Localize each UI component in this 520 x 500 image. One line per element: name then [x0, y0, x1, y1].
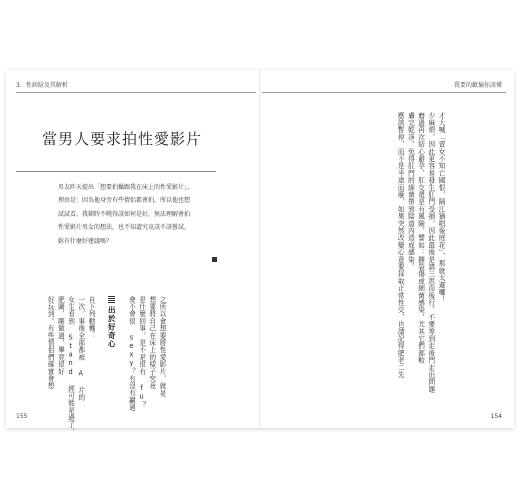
- body-column: 自下列動機：: [87, 296, 96, 340]
- body-column: 女生看到 Stand 經可能是過了，: [66, 296, 75, 436]
- running-header-left: 3．性糾紛及其解析: [16, 82, 68, 89]
- section-marker-icon: [108, 296, 115, 303]
- header-rule-right: [262, 92, 506, 93]
- body-column: 肥圖，剛做過，畢竟很好: [56, 296, 65, 376]
- body-column: 是什麼回事，是不是很有 fu？: [137, 296, 146, 409]
- column-spacer: [116, 296, 126, 396]
- right-body-text: [395, 112, 446, 393]
- body-column: 才大喊「賣女不知亡國恨，隔江猶唱後庭花」，那就太遲囉！: [437, 112, 446, 304]
- title-divider: [16, 171, 216, 172]
- section-heading: [106, 296, 116, 396]
- intro-line: 理由是：因為他身旁有些情侶都會拍，所以他也想: [58, 197, 191, 205]
- intro-end-marker: [212, 257, 217, 262]
- intro-line: 男友昨天提出「想要拍攝跟我在床上的性愛影片」，: [58, 184, 194, 191]
- intro-question: [58, 181, 218, 248]
- body-column: 應該暫停，而不是半途而廢，如果突然改變心意要採取正常性交，也請記得肥老二先: [396, 112, 405, 379]
- chapter-title: 當男人要求拍性愛影片: [42, 130, 203, 148]
- body-column: 之所以會想要將性愛影片，就是: [158, 296, 167, 397]
- intro-line: 試試看。我頓時不曉得該如何是好，無法理解會拍: [58, 210, 191, 218]
- intro-line: 妳有什麼好建議嗎？: [58, 237, 113, 245]
- body-column: 一次，事後全部都被 A 片的: [76, 296, 85, 401]
- intro-line: 性愛影片男女的想法，也不知道究竟該不該嘗試，: [58, 224, 191, 232]
- header-rule-left: [16, 92, 256, 93]
- body-column: 少麻煩，因此更容易發生肛門受損，因此最後是請三思而後行。不要等到走後門走出問題: [426, 112, 435, 393]
- running-header-right: 我要的歡愉你該懂: [453, 82, 502, 89]
- body-column: 膚完乾淨，免得肛門的細菌帶到陰道內造成感染。: [406, 112, 415, 271]
- body-column: 會不會很 sexy？有沒有贏過: [127, 296, 136, 411]
- column-spacer: [96, 296, 106, 396]
- section-heading-text: 出於好奇心: [107, 306, 117, 349]
- body-column: 想要將自己在床上的樣子究竟: [147, 296, 156, 390]
- body-column: 好玩到。有些情侶們確實會想: [46, 296, 55, 390]
- book-gutter: [259, 70, 261, 428]
- page-number-left: 155: [16, 413, 28, 420]
- body-column: 磨過再次結心避孕，肛交還是有風險，譬如：撕裂傷或細菌感染，尤其它們都較: [416, 112, 425, 364]
- left-body-text: [45, 296, 167, 436]
- page-number-right: 154: [490, 413, 502, 420]
